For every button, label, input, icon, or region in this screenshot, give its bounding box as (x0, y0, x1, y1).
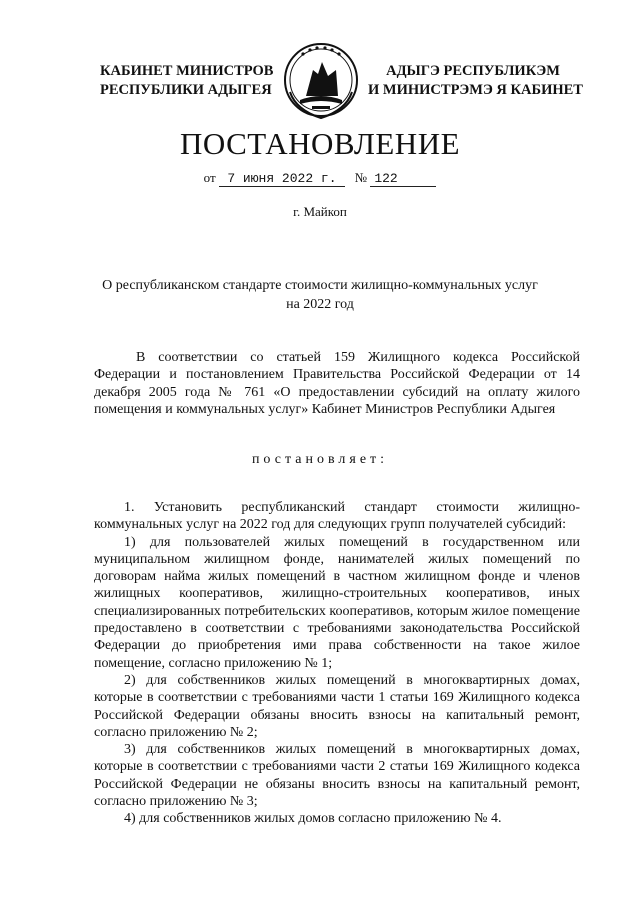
preamble-paragraph: В соответствии со статьей 159 Жилищного кодекса Российской Федерации и постановлением Правительства Российской Федерации от 14 декабря 2005 года № 761 «О предоставлении субсидий на оплату жилого помещения и коммунальных услуг» Кабинет Министров Республики Адыгея (94, 350, 580, 417)
preamble-block (94, 349, 580, 418)
date-line (0, 170, 640, 187)
issuer-name-adyghe (368, 62, 583, 100)
subclause-2: 2) для собственников жилых помещений в многоквартирных домах, которые в соответствии с требованиями части 1 статьи 169 Жилищного кодекса Российской Федерации обязаны вносить взносы на капитальный ремонт, согласно приложению № 2; (94, 672, 580, 740)
document-date: 7 июня 2022 г. (219, 171, 345, 187)
subclause-1: 1) для пользователей жилых помещений в государственном или муниципальном жилищном фонде, нанимателей жилых помещений по договорам найма жилых помещений в частном жилищном фонде и членов жилищных кооперативов, жилищно-строительных кооперативов, иных специализированных потребительских кооперативов, которым жилое помещение предоставлено в соответствии с требованиями законодательства Российской Федерации до приобретения ими права собственности на такое жилое помещение, согласно приложению № 1; (94, 534, 580, 671)
adygea-coat-of-arms-icon (282, 40, 360, 124)
issuer-name-russian (100, 62, 274, 100)
subclause-4: 4) для собственников жилых домов согласно приложению № 4. (124, 811, 502, 827)
document-subject (80, 276, 560, 314)
city: г. Майкоп (293, 204, 347, 219)
issuer-line-2: РЕСПУБЛИКИ АДЫГЕЯ (100, 82, 272, 98)
subclause-3: 3) для собственников жилых помещений в многоквартирных домах, которые в соответствии с требованиями части 2 статьи 169 Жилищного кодекса Российской Федерации не обязаны вносить взносы на капитальный ремонт, согласно приложению № 3; (94, 742, 580, 810)
resolves-heading: постановляет: (251, 452, 389, 467)
issuer-line-adyghe-1: АДЫГЭ РЕСПУБЛИКЭМ (386, 63, 560, 79)
clauses-block (94, 499, 580, 828)
issuer-line-1: КАБИНЕТ МИНИСТРОВ (100, 63, 274, 79)
clause-1: 1. Установить республиканский стандарт стоимости жилищно-коммунальных услуг на 2022 год для следующих групп получателей субсидий: (94, 500, 580, 533)
document-title: ПОСТАНОВЛЕНИЕ (179, 126, 461, 161)
subject-line-2: на 2022 год (286, 297, 354, 312)
date-prefix: от (203, 170, 216, 185)
document-number: 122 (370, 171, 436, 187)
issuer-line-adyghe-2: И МИНИСТРЭМЭ Я КАБИНЕТ (368, 82, 583, 98)
subject-line-1: О республиканском стандарте стоимости жилищно-коммунальных услуг (102, 278, 538, 293)
number-prefix: № (354, 170, 368, 185)
